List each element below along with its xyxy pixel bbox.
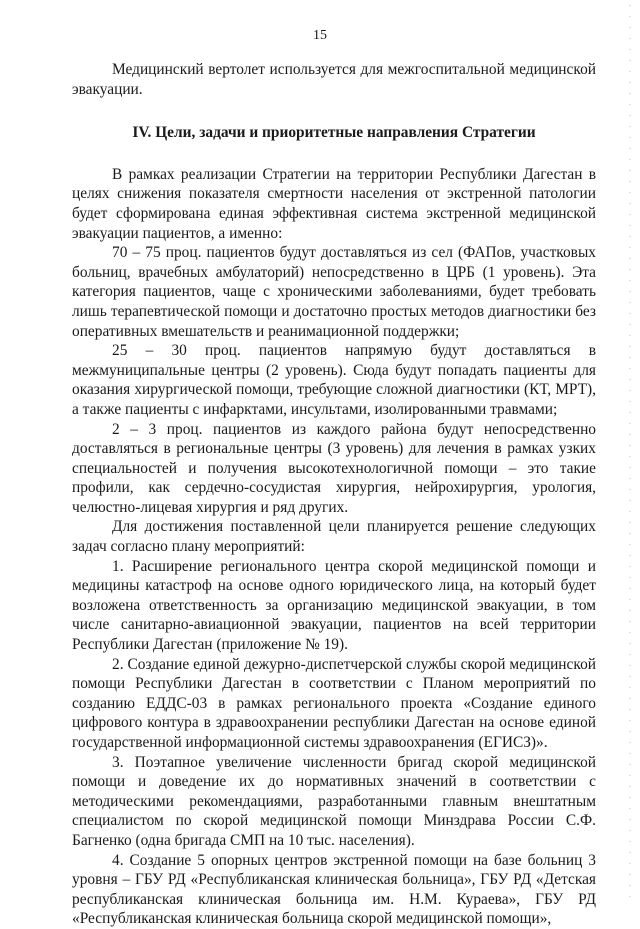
task-item-2: 2. Создание единой дежурно-диспетчерской службы скорой медицинской помощи Республики Дагестан в соответствии с Планом мероприятий по созданию ЕДДС-03 в рамках регионального проекта «Создание единого цифрового контура в здравоохранении республики Дагестан на основе единой государственной информационной системы здравоохранения (ЕГИСЗ)».: [72, 655, 596, 751]
paragraph-strategy-intro: В рамках реализации Стратегии на территории Республики Дагестан в целях снижения показателя смертности населения от экстренной патологии будет сформирована единая эффективная система экстренной медицинской эвакуации пациентов, а именно:: [72, 165, 596, 242]
task-item-3: 3. Поэтапное увеличение численности бригад скорой медицинской помощи и доведение их до нормативных значений в соответствии с методическими рекомендациями, разработанными главным внештатным специалистом по скорой медицинской помощи Минздрава России С.Ф. Багненко (одна бригада СМП на 10 тыс. населения).: [72, 753, 596, 849]
paragraph-level-3: 2 – 3 проц. пациентов из каждого района будут непосредственно доставляться в региональные центры (3 уровень) для лечения в рамках узких специальностей и получения высокотехнологичной помощи – это такие профили, как сердечно-сосудистая хирургия, нейрохирургия, урология, челюстно-лицевая хирургия и ряд других.: [72, 420, 596, 516]
document-body: [72, 60, 596, 929]
task-item-4: 4. Создание 5 опорных центров экстренной помощи на базе больниц 3 уровня – ГБУ РД «Республиканская клиническая больница», ГБУ РД «Детская республиканская клиническая больница им. Н.М. Кураева», ГБУ РД «Республиканская клиническая больница скорой медицинской помощи»,: [72, 851, 596, 928]
section-heading: IV. Цели, задачи и приоритетные направления Стратегии: [132, 124, 536, 142]
task-item-1: 1. Расширение регионального центра скорой медицинской помощи и медицины катастроф на основе одного юридического лица, на который будет возложена ответственность за организацию медицинской эвакуации, в том числе санитарно-авиационной эвакуации, пациентов на всей территории Республики Дагестан (приложение № 19).: [72, 557, 596, 654]
paragraph-tasks-intro: Для достижения поставленной цели планируется решение следующих задач согласно плану мероприятий:: [72, 518, 596, 556]
intro-paragraph: Медицинский вертолет используется для межгоспитальной медицинской эвакуации.: [72, 61, 596, 98]
scan-edge-artifact: [626, 0, 634, 905]
paragraph-level-1: 70 – 75 проц. пациентов будут доставляться из сел (ФАПов, участковых больниц, врачебных амбулаторий) непосредственно в ЦРБ (1 уровень). Эта категория пациентов, чаще с хроническими заболеваниями, будет требовать лишь терапевтической помощи и достаточно простых методов диагностики без оперативных вмешательств и реанимационной поддержки;: [72, 244, 596, 340]
paragraph-level-2: 25 – 30 проц. пациентов напрямую будут доставляться в межмуниципальные центры (2 уровень). Сюда будут попадать пациенты для оказания хирургической помощи, требующие сложной диагностики (КТ, МРТ), а также пациенты с инфарктами, инсультами, изолированными травмами;: [72, 342, 596, 418]
page-number: 15: [313, 28, 327, 43]
